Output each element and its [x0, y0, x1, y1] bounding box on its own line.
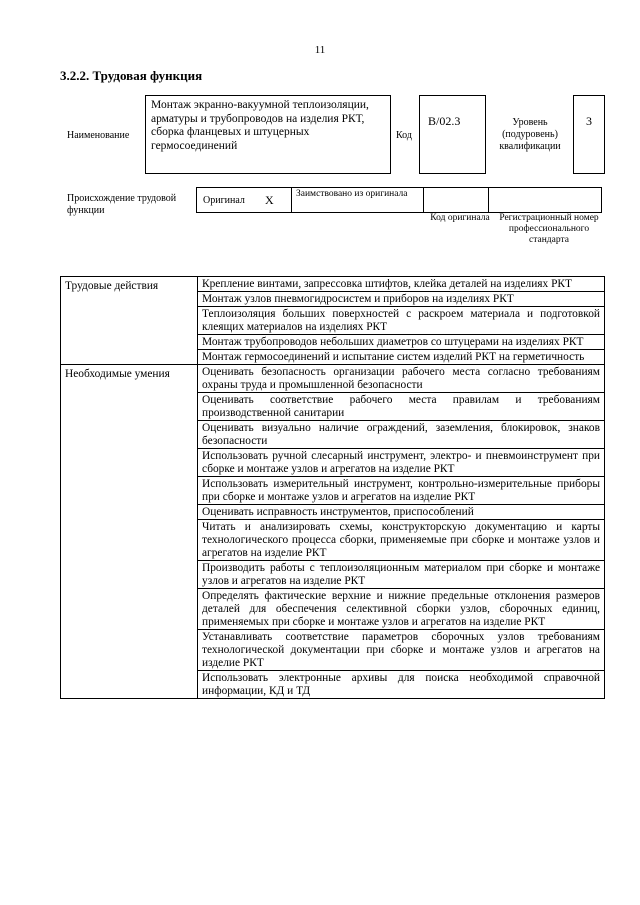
code-box: В/02.3: [419, 95, 486, 174]
list-item: Оценивать визуально наличие ограждений, заземления, блокировок, знаков безопасности: [198, 421, 605, 449]
level-label: Уровень (подуровень) квалификации: [499, 117, 561, 152]
reg-number-label: Регистрационный номер профессионального стандарта: [499, 213, 599, 245]
list-item: Оценивать исправность инструментов, приспособлений: [198, 505, 605, 520]
section-title: Трудовые действия: [61, 277, 198, 365]
list-item: Читать и анализировать схемы, конструкторскую документацию и карты технологического процесса сборки, применяемые при сборке и монтаже узлов и агрегатов на изделие РКТ: [198, 520, 605, 561]
level-box: 3: [573, 95, 605, 174]
origin-table: [196, 187, 605, 213]
list-item: Крепление винтами, запрессовка штифтов, клейка деталей на изделиях РКТ: [198, 277, 605, 292]
list-item: Производить работы с теплоизоляционным материалом при сборке и монтаже узлов и агрегатов на изделие РКТ: [198, 561, 605, 589]
list-item: Оценивать соответствие рабочего места правилам и требованиям производственной санитарии: [198, 393, 605, 421]
name-label: Наименование: [67, 130, 130, 141]
function-details-table: [60, 276, 605, 699]
origin-code-cell: [423, 187, 489, 213]
origin-code-label: Код оригинала: [430, 213, 490, 223]
original-cell: [196, 187, 292, 213]
origin-label: Происхождение трудовой функции: [67, 193, 177, 216]
table-row: [61, 365, 605, 393]
section-heading: 3.2.2. Трудовая функция: [60, 68, 203, 83]
list-item: Монтаж трубопроводов небольших диаметров со штуцерами на изделиях РКТ: [198, 335, 605, 350]
function-name-box: Монтаж экранно-вакуумной теплоизоляции, арматуры и трубопроводов на изделия РКТ, сборка фланцевых и штуцерных гермосоединений: [145, 95, 391, 174]
code-label: Код: [396, 130, 412, 141]
list-item: Монтаж гермосоединений и испытание систем изделий РКТ на герметичность: [198, 350, 605, 365]
list-item: Оценивать безопасность организации рабочего места согласно требованиям охраны труда и промышленной безопасности: [198, 365, 605, 393]
list-item: Устанавливать соответствие параметров сборочных узлов требованиям технологической документации при сборке и монтаже узлов и агрегатов на изделие РКТ: [198, 630, 605, 671]
table-row: [61, 277, 605, 292]
reg-number-cell: [488, 187, 602, 213]
original-label: Оригинал: [203, 195, 245, 206]
list-item: Теплоизоляция больших поверхностей с раскроем материала и подготовкой клеящих материалов на изделиях РКТ: [198, 307, 605, 335]
original-mark: X: [265, 193, 274, 207]
list-item: Использовать электронные архивы для поиска необходимой справочной информации, КД и ТД: [198, 671, 605, 699]
list-item: Использовать ручной слесарный инструмент, электро- и пневмоинструмент при сборке и монтаже узлов и агрегатов на изделие РКТ: [198, 449, 605, 477]
list-item: Определять фактические верхние и нижние предельные отклонения размеров деталей для обеспечения селективной сборки узлов, сборочных единиц, применяемых при сборке и монтаже узлов и агрегатов на изделие РКТ: [198, 589, 605, 630]
list-item: Использовать измерительный инструмент, контрольно-измерительные приборы при сборке и монтаже узлов и агрегатов на изделие РКТ: [198, 477, 605, 505]
page-number: 11: [314, 44, 326, 56]
borrowed-cell: Заимствовано из оригинала: [291, 187, 424, 213]
list-item: Монтаж узлов пневмогидросистем и приборов на изделиях РКТ: [198, 292, 605, 307]
section-title: Необходимые умения: [61, 365, 198, 699]
